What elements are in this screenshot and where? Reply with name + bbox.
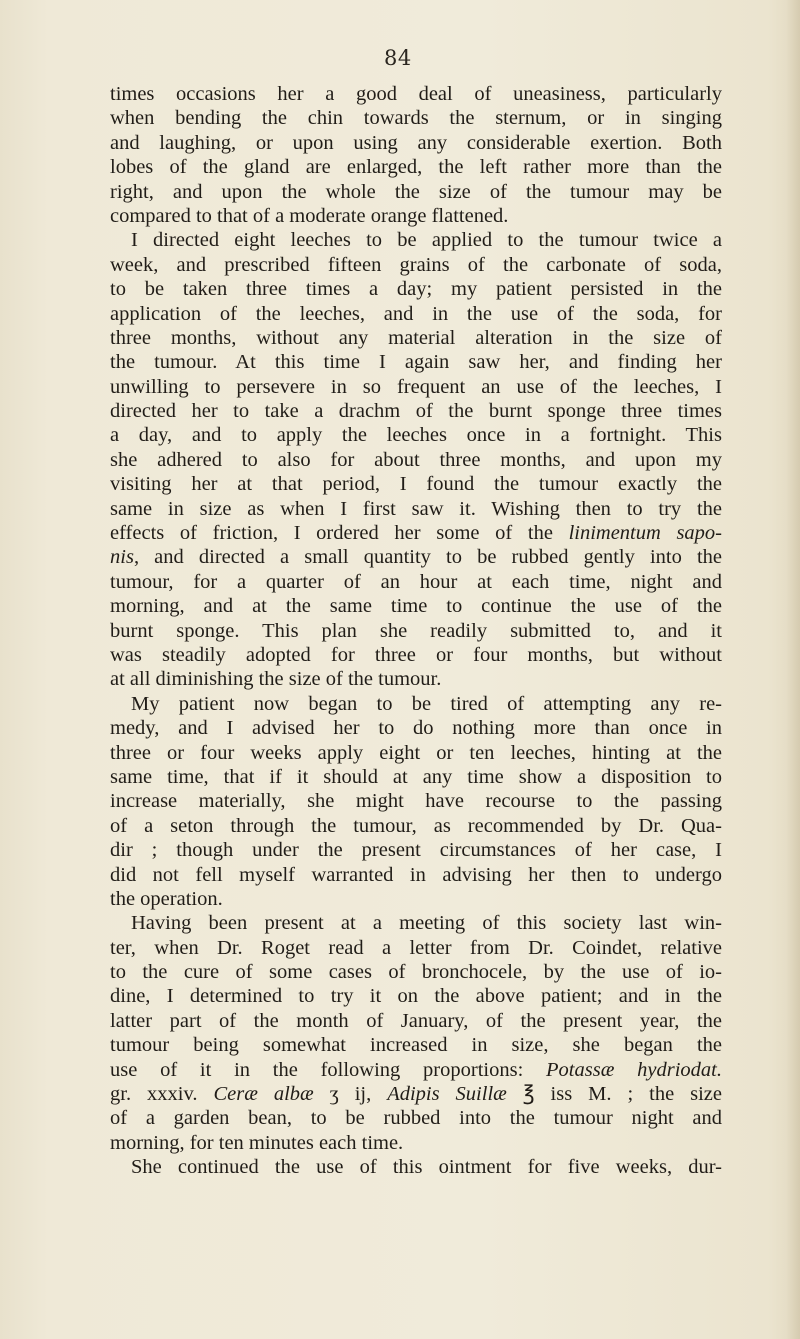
text-line: to the cure of some cases of bronchocele, by the use of io- — [110, 961, 722, 984]
text-line: when bending the chin towards the sternum, or in singing — [110, 107, 722, 130]
text-line: and laughing, or upon using any considerable exertion. Both — [110, 131, 722, 154]
text-line — [110, 1082, 722, 1106]
text-line: unwilling to persevere in so frequent an use of the leeches, I — [110, 375, 722, 398]
text-line: medy, and I advised her to do nothing more than once in — [110, 717, 722, 740]
italic-text: Ceræ albæ — [213, 1083, 314, 1106]
text-line: tumour being somewhat increased in size, she began the — [110, 1034, 722, 1057]
text-line: right, and upon the whole the size of the tumour may be — [110, 180, 722, 203]
text-line: dine, I determined to try it on the above patient; and in the — [110, 985, 722, 1008]
text-line: was steadily adopted for three or four months, but without — [110, 643, 722, 666]
italic-text: Adipis Suillæ — [387, 1083, 507, 1106]
text-line — [110, 521, 722, 545]
text-line: latter part of the month of January, of the present year, the — [110, 1009, 722, 1032]
text-line: My patient now began to be tired of attempting any re- — [131, 692, 722, 715]
italic-text: linimentum sapo- — [568, 522, 722, 545]
text-line: She continued the use of this ointment for five weeks, dur- — [131, 1156, 722, 1179]
text-line: of a garden bean, to be rubbed into the tumour night and — [110, 1107, 722, 1130]
text-run: , and directed a small quantity to be rubbed gently into the — [133, 546, 722, 569]
text-line: of a seton through the tumour, as recommended by Dr. Qua- — [110, 814, 722, 837]
text-line: same time, that if it should at any time show a disposition to — [110, 765, 722, 788]
text-run: ʒ ij, — [313, 1083, 388, 1106]
text-line: she adhered to also for about three months, and upon my — [110, 448, 722, 471]
text-line: lobes of the gland are enlarged, the left rather more than the — [110, 156, 722, 179]
text-line: the operation. — [110, 887, 223, 910]
text-line: Having been present at a meeting of this society last win- — [131, 912, 722, 935]
text-line: times occasions her a good deal of uneasiness, particularly — [110, 83, 722, 105]
body-text — [110, 82, 722, 1180]
text-line: visiting her at that period, I found the tumour exactly the — [110, 473, 722, 496]
page-number: 84 — [384, 46, 412, 70]
text-line: application of the leeches, and in the use of the soda, for — [110, 302, 722, 325]
text-line: ter, when Dr. Roget read a letter from Dr. Coindet, relative — [110, 936, 722, 959]
text-line: compared to that of a moderate orange flattened. — [110, 204, 509, 227]
text-line — [110, 1058, 722, 1082]
text-line: morning, for ten minutes each time. — [110, 1131, 404, 1154]
text-line: the tumour. At this time I again saw her, and finding her — [110, 351, 722, 374]
text-line: to be taken three times a day; my patient persisted in the — [110, 278, 722, 301]
text-line: morning, and at the same time to continue the use of the — [110, 595, 722, 618]
text-line: did not fell myself warranted in advising her then to undergo — [110, 863, 722, 886]
text-line: week, and prescribed fifteen grains of the carbonate of soda, — [110, 253, 722, 276]
text-line: burnt sponge. This plan she readily submitted to, and it — [110, 619, 722, 642]
italic-text: Potassæ hydriodat. — [546, 1058, 722, 1081]
text-line: directed her to take a drachm of the burnt sponge three times — [110, 400, 722, 423]
text-line — [110, 545, 722, 569]
text-line: increase materially, she might have recourse to the passing — [110, 790, 722, 813]
text-run: ℥ iss M. ; the size — [506, 1083, 722, 1106]
text-line: dir ; though under the present circumstances of her case, I — [110, 839, 722, 862]
text-line: a day, and to apply the leeches once in a fortnight. This — [110, 424, 722, 447]
text-line: same in size as when I first saw it. Wishing then to try the — [110, 497, 722, 520]
text-line: tumour, for a quarter of an hour at each time, night and — [110, 570, 722, 593]
text-line: at all diminishing the size of the tumour. — [110, 668, 442, 691]
text-line: three or four weeks apply eight or ten leeches, hinting at the — [110, 741, 722, 764]
page-edge-shadow — [786, 0, 800, 1339]
text-run: gr. xxxiv. — [110, 1083, 214, 1106]
text-run: use of it in the following proportions: — [110, 1058, 547, 1081]
italic-text: nis — [110, 546, 134, 569]
text-run: effects of friction, I ordered her some of the — [110, 522, 569, 545]
text-line: I directed eight leeches to be applied to the tumour twice a — [131, 229, 722, 252]
text-line: three months, without any material alteration in the size of — [110, 326, 722, 349]
